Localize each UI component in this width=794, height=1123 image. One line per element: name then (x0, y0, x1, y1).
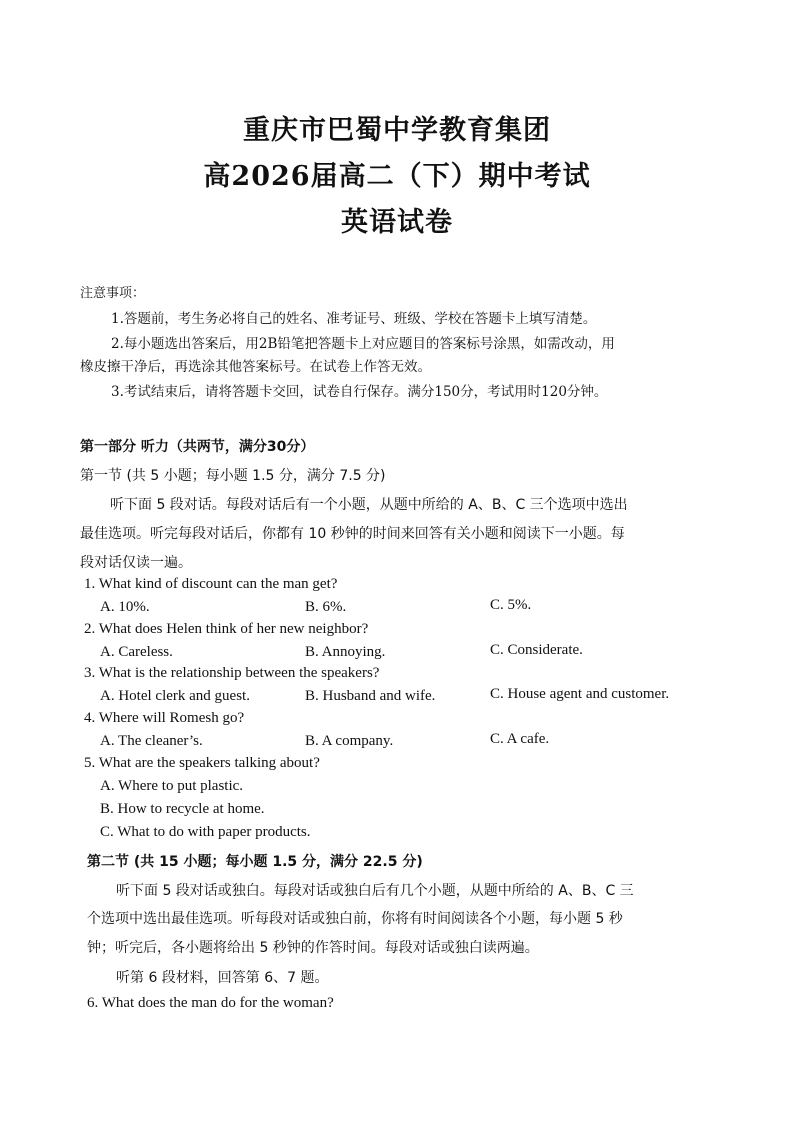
note-item: 3.考试结束后，请将答题卡交回，试卷自行保存。满分150分，考试用时120分钟。 (111, 384, 608, 400)
school-title: 重庆市巴蜀中学教育集团 (243, 115, 551, 146)
section2-heading: 第二节 (共 15 小题；每小题 1.5 分，满分 22.5 分) (87, 854, 423, 870)
question-option: C. A cafe. (490, 731, 550, 747)
question-option: B. Annoying. (305, 644, 386, 660)
question-option: B. 6%. (305, 599, 347, 615)
material-intro: 听第 6 段材料，回答第 6、7 题。 (116, 970, 329, 986)
section1-heading: 第一节 (共 5 小题；每小题 1.5 分，满分 7.5 分) (80, 468, 386, 484)
question-option: B. How to recycle at home. (100, 801, 265, 817)
question-stem: 4. Where will Romesh go? (84, 710, 245, 726)
question-option: A. Where to put plastic. (100, 778, 244, 794)
question-option: B. A company. (305, 733, 394, 749)
exam-title: 高2026届高二（下）期中考试 (203, 161, 591, 192)
section1-instruction: 最佳选项。听完每段对话后，你都有 10 秒钟的时间来回答有关小题和阅读下一小题。每 (80, 526, 625, 542)
question-option: C. Considerate. (490, 642, 583, 658)
note-item: 2.每小题选出答案后，用2B铅笔把答题卡上对应题目的答案标号涂黑，如需改动，用 (111, 336, 615, 352)
question-option: A. Careless. (100, 644, 173, 660)
section1-instruction: 听下面 5 段对话。每段对话后有一个小题，从题中所给的 A、B、C 三个选项中选出 (110, 497, 628, 513)
question-stem: 1. What kind of discount can the man get? (84, 576, 338, 592)
section1-instruction: 段对话仅读一遍。 (80, 555, 192, 571)
question-option: A. Hotel clerk and guest. (100, 688, 250, 704)
section2-instruction: 听下面 5 段对话或独白。每段对话或独白后有几个小题，从题中所给的 A、B、C 三 (116, 883, 634, 899)
notes-heading: 注意事项： (80, 286, 146, 301)
part1-heading: 第一部分 听力（共两节，满分30分） (80, 439, 315, 455)
question-stem: 5. What are the speakers talking about? (84, 755, 320, 771)
question-option: C. 5%. (490, 597, 532, 613)
question-option: A. 10%. (100, 599, 150, 615)
question-option: A. The cleaner’s. (100, 733, 203, 749)
question-option: B. Husband and wife. (305, 688, 436, 704)
question-stem: 2. What does Helen think of her new neighbor? (84, 621, 369, 637)
question-option: C. What to do with paper products. (100, 824, 311, 840)
question-option: C. House agent and customer. (490, 686, 670, 702)
subject-title: 英语试卷 (341, 207, 453, 238)
section2-instruction: 个选项中选出最佳选项。听每段对话或独白前，你将有时间阅读各个小题，每小题 5 秒 (87, 911, 623, 927)
note-item: 1.答题前，考生务必将自己的姓名、准考证号、班级、学校在答题卡上填写清楚。 (111, 311, 597, 327)
question-stem: 3. What is the relationship between the speakers? (84, 665, 380, 681)
section2-instruction: 钟；听完后，各小题将给出 5 秒钟的作答时间。每段对话或独白读两遍。 (87, 940, 539, 956)
note-item: 橡皮擦干净后，再选涂其他答案标号。在试卷上作答无效。 (80, 359, 431, 375)
question-stem: 6. What does the man do for the woman? (87, 995, 334, 1011)
